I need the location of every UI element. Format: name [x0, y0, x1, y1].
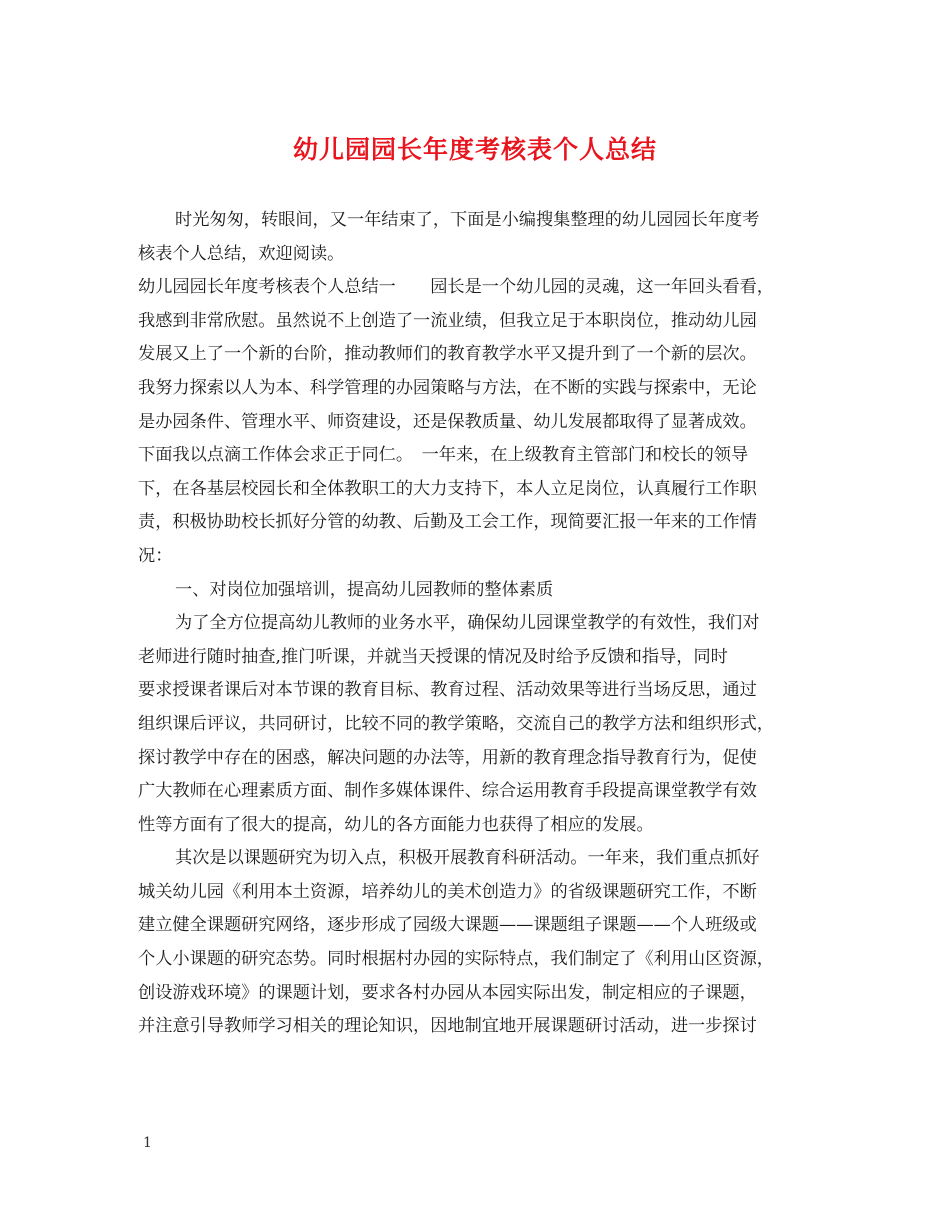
- document-title: 幼儿园园长年度考核表个人总结: [292, 135, 657, 164]
- body-line: 老师进行随时抽查,推门听课，并就当天授课的情况及时给予反馈和指导，同时: [138, 646, 728, 667]
- body-line: 是办园条件、管理水平、师资建设，还是保教质量、幼儿发展都取得了显著成效。: [138, 411, 757, 432]
- body-line: 幼儿园园长年度考核表个人总结一 园长是一个幼儿园的灵魂，这一年回头看看，: [138, 277, 774, 298]
- section-heading: 一、对岗位加强培训，提高幼儿园教师的整体素质: [175, 579, 554, 600]
- body-line: 下面我以点滴工作体会求正于同仁。 一年来，在上级教育主管部门和校长的领导: [138, 445, 749, 466]
- body-line: 核表个人总结，欢迎阅读。: [138, 243, 345, 264]
- body-line: 其次是以课题研究为切入点，积极开展教育科研活动。一年来，我们重点抓好: [175, 848, 760, 869]
- page-number: 1: [143, 1135, 152, 1151]
- body-line: 我努力探索以人为本、科学管理的办园策略与方法，在不断的实践与探索中，无论: [138, 377, 757, 398]
- body-line: 发展又上了一个新的台阶，推动教师们的教育教学水平又提升到了一个新的层次。: [138, 344, 757, 365]
- body-line: 城关幼儿园《利用本土资源，培养幼儿的美术创造力》的省级课题研究工作，不断: [138, 881, 757, 902]
- body-line: 组织课后评议，共同研讨，比较不同的教学策略，交流自己的教学方法和组织形式，: [138, 713, 774, 734]
- body-line: 广大教师在心理素质方面、制作多媒体课件、综合运用教育手段提高课堂教学有效: [138, 781, 757, 802]
- body-line: 并注意引导教师学习相关的理论知识，因地制宜地开展课题研讨活动，进一步探讨: [138, 1016, 757, 1037]
- document-body: [138, 204, 828, 1044]
- body-line: 要求授课者课后对本节课的教育目标、教育过程、活动效果等进行当场反思，通过: [138, 680, 757, 701]
- body-line: 责，积极协助校长抓好分管的幼教、后勤及工会工作，现简要汇报一年来的工作情: [138, 512, 757, 533]
- body-line: 建立健全课题研究网络，逐步形成了园级大课题——课题组子课题——个人班级或: [138, 915, 757, 936]
- body-line: 创设游戏环境》的课题计划，要求各村办园从本园实际出发，制定相应的子课题，: [138, 982, 757, 1003]
- body-line: 况：: [138, 545, 173, 566]
- body-line: 为了全方位提高幼儿教师的业务水平，确保幼儿园课堂教学的有效性，我们对: [175, 613, 760, 634]
- body-line: 下，在各基层校园长和全体教职工的大力支持下，本人立足岗位，认真履行工作职: [138, 478, 757, 499]
- body-line: 时光匆匆，转眼间，又一年结束了，下面是小编搜集整理的幼儿园园长年度考: [175, 210, 760, 230]
- body-line: 我感到非常欣慰。虽然说不上创造了一流业绩，但我立足于本职岗位，推动幼儿园: [138, 310, 757, 331]
- body-line: 探讨教学中存在的困惑，解决问题的办法等，用新的教育理念指导教育行为，促使: [138, 747, 757, 768]
- body-line: 个人小课题的研究态势。同时根据村办园的实际特点，我们制定了《利用山区资源，: [138, 949, 774, 970]
- body-line: 性等方面有了很大的提高，幼儿的各方面能力也获得了相应的发展。: [138, 814, 654, 835]
